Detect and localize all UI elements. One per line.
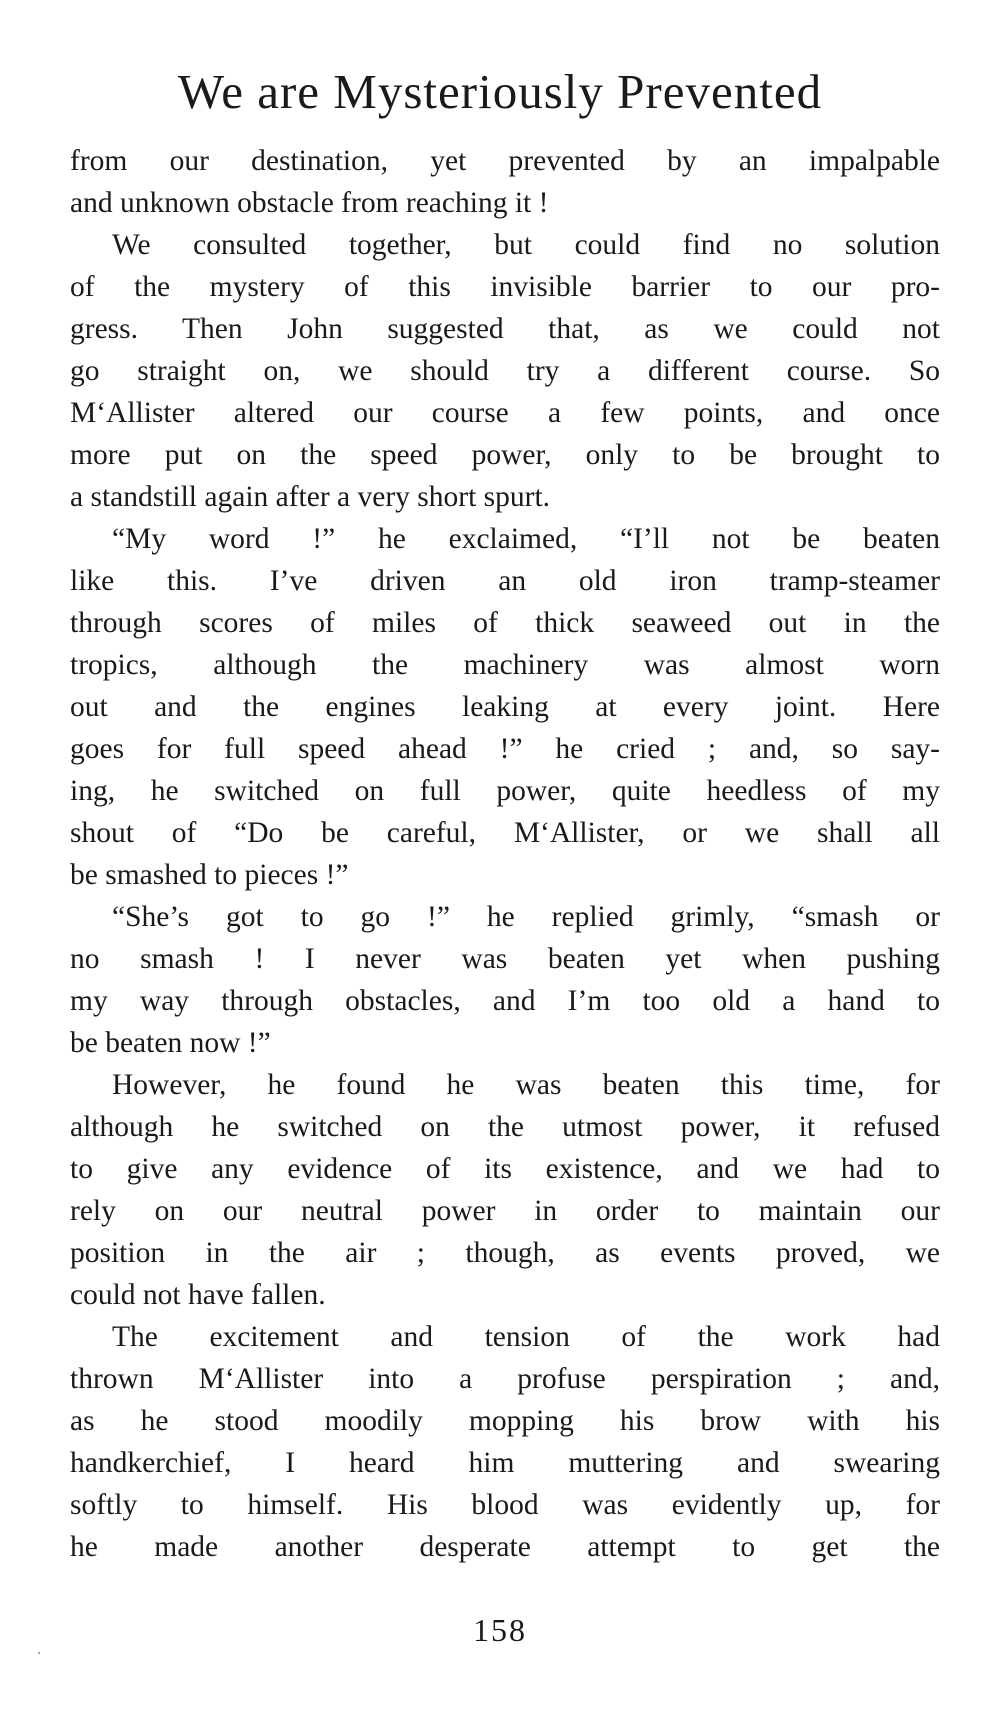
text-line: tropics, although the machinery was almost worn	[70, 649, 940, 681]
paragraph-first-line: “My word !” he exclaimed, “I’ll not be beaten	[112, 523, 940, 555]
text-line: a standstill again after a very short spurt.	[70, 481, 551, 513]
text-line: could not have fallen.	[70, 1279, 326, 1311]
text-line: more put on the speed power, only to be brought to	[70, 439, 940, 471]
text-line: he made another desperate attempt to get the	[70, 1531, 940, 1563]
text-line: thrown M‘Allister into a profuse perspiration ; and,	[70, 1363, 940, 1395]
text-line: no smash ! I never was beaten yet when pushing	[70, 943, 940, 975]
running-head: We are Mysteriously Prevented	[177, 64, 823, 119]
text-line: like this. I’ve driven an old iron tramp-steamer	[70, 565, 940, 597]
text-line: from our destination, yet prevented by an impalpable	[70, 145, 940, 177]
text-line: go straight on, we should try a different course. So	[70, 355, 940, 387]
paragraph-first-line: The excitement and tension of the work had	[112, 1321, 940, 1353]
text-line: of the mystery of this invisible barrier to our pro-	[70, 271, 940, 303]
paragraph-first-line: “She’s got to go !” he replied grimly, “smash or	[112, 901, 940, 933]
text-line: although he switched on the utmost power, it refused	[70, 1111, 940, 1143]
text-line: out and the engines leaking at every joint. Here	[70, 691, 940, 723]
paragraph-first-line: However, he found he was beaten this time, for	[112, 1069, 940, 1101]
text-line: gress. Then John suggested that, as we could not	[70, 313, 940, 345]
text-line: softly to himself. His blood was evidently up, for	[70, 1489, 940, 1521]
text-line: handkerchief, I heard him muttering and swearing	[70, 1447, 940, 1479]
text-line: ing, he switched on full power, quite heedless of my	[70, 775, 940, 807]
page-number: 158	[473, 1612, 527, 1648]
text-line: shout of “Do be careful, M‘Allister, or we shall all	[70, 817, 940, 849]
body-text	[70, 140, 940, 1568]
text-line: be smashed to pieces !”	[70, 859, 349, 891]
text-line: position in the air ; though, as events proved, we	[70, 1237, 940, 1269]
text-line: to give any evidence of its existence, and we had to	[70, 1153, 940, 1185]
text-line: goes for full speed ahead !” he cried ; and, so say-	[70, 733, 940, 765]
text-line: and unknown obstacle from reaching it !	[70, 187, 549, 219]
text-line: through scores of miles of thick seaweed out in the	[70, 607, 940, 639]
paper-speck	[38, 1652, 40, 1654]
text-line: as he stood moodily mopping his brow with his	[70, 1405, 940, 1437]
text-line: M‘Allister altered our course a few points, and once	[70, 397, 940, 429]
paragraph-first-line: We consulted together, but could find no solution	[112, 229, 940, 261]
text-line: my way through obstacles, and I’m too old a hand to	[70, 985, 940, 1017]
text-line: rely on our neutral power in order to maintain our	[70, 1195, 940, 1227]
text-line: be beaten now !”	[70, 1027, 271, 1059]
